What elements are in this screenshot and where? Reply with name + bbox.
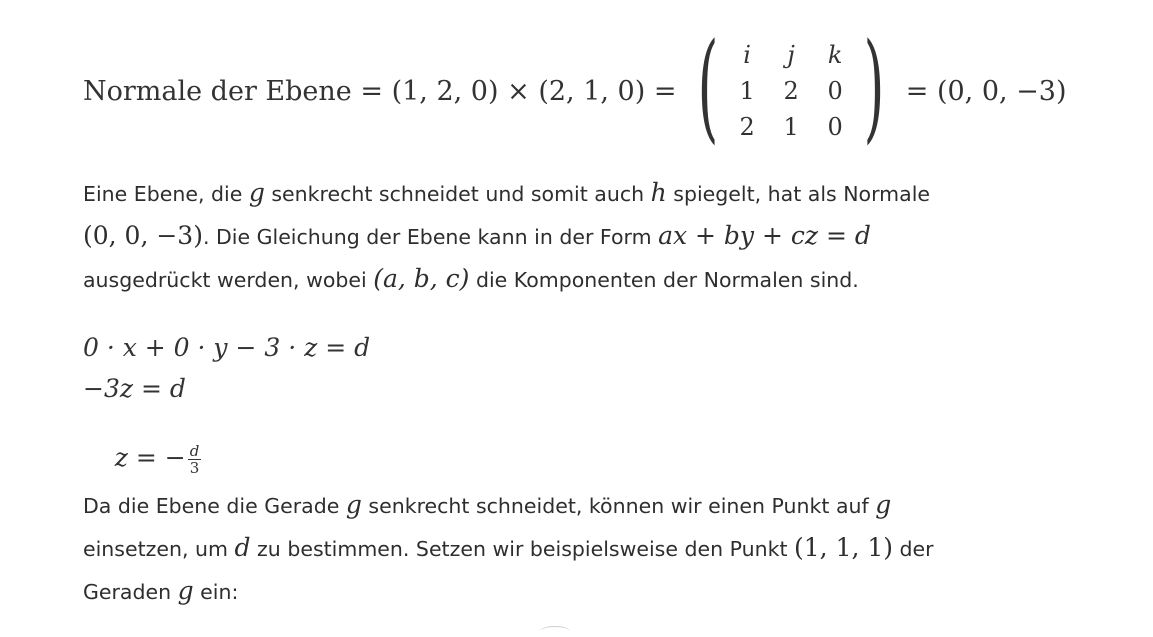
partial-element-edge (540, 626, 570, 637)
text: Geraden (83, 580, 178, 604)
matrix-cell: k (827, 41, 843, 69)
math-abc: (a, b, c) (373, 264, 470, 293)
math-g: g (345, 490, 362, 519)
math-normal-vector: (0, 0, −3) (83, 221, 203, 250)
fraction (188, 443, 202, 476)
math-g: g (248, 178, 265, 207)
text: Eine Ebene, die (83, 182, 249, 206)
vector-two: (2, 1, 0) (538, 75, 646, 107)
equation-line-2: −3z = d (83, 374, 186, 403)
math-g: g (875, 490, 892, 519)
matrix-cell: 1 (739, 77, 755, 105)
math-d: d (234, 533, 251, 562)
matrix-cell: 2 (783, 77, 799, 105)
vector-one: (1, 2, 0) (391, 75, 499, 107)
matrix-left-paren: ( (697, 17, 719, 155)
determinant-matrix (725, 37, 857, 145)
text: die Komponenten der Normalen sind. (469, 268, 859, 292)
matrix-cell: i (743, 41, 751, 69)
paragraph-insert-point (83, 484, 983, 613)
math-plane-form: ax + by + cz = d (658, 221, 871, 250)
equation-lhs: z = − (114, 443, 186, 472)
matrix-right-paren: ) (863, 17, 885, 155)
matrix-cell: 1 (783, 113, 799, 141)
matrix-cell: 0 (827, 113, 843, 141)
text: einsetzen, um (83, 537, 235, 561)
matrix-cell: 0 (827, 77, 843, 105)
text: ein: (193, 580, 239, 604)
result-vector: (0, 0, −3) (936, 75, 1067, 107)
math-g: g (177, 576, 194, 605)
fraction-numerator: d (189, 442, 200, 460)
normal-vector-equation (83, 17, 1067, 155)
fraction-denominator: 3 (189, 459, 200, 477)
matrix-cell: j (787, 41, 795, 69)
text: Da die Ebene die Gerade (83, 494, 346, 518)
text: . Die Gleichung der Ebene kann in der Form (202, 225, 659, 249)
text: spiegelt, hat als Normale (666, 182, 931, 206)
text: zu bestimmen. Setzen wir beispielsweise den Punkt (250, 537, 795, 561)
text: senkrecht schneidet und somit auch (264, 182, 651, 206)
equation-lhs-label: Normale der Ebene (83, 75, 352, 107)
paragraph-plane-normal (83, 172, 983, 301)
equals-sign: = (897, 75, 937, 107)
cross-product-sign: × (498, 75, 539, 107)
equals-sign: = (351, 75, 392, 107)
text: senkrecht schneidet, können wir einen Punkt auf (361, 494, 876, 518)
math-point: (1, 1, 1) (794, 533, 894, 562)
text: der (893, 537, 934, 561)
math-h: h (650, 178, 667, 207)
equation-line-1: 0 · x + 0 · y − 3 · z = d (83, 333, 371, 362)
text: ausgedrückt werden, wobei (83, 268, 374, 292)
equals-sign: = (645, 75, 686, 107)
matrix-cell: 2 (739, 113, 755, 141)
